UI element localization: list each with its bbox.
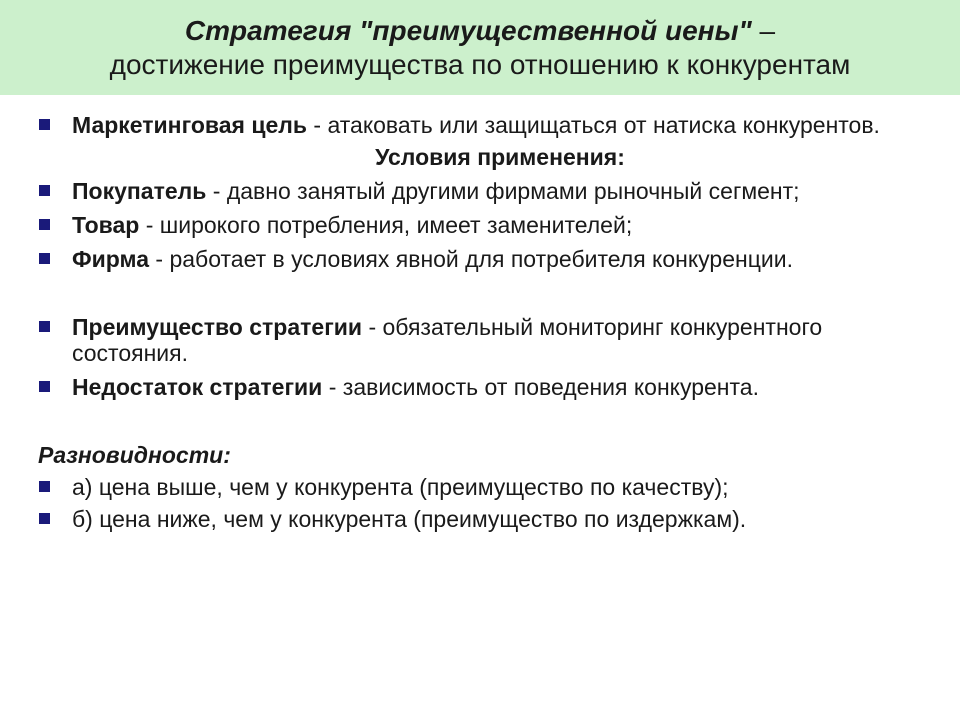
- bullet-product: [38, 212, 928, 238]
- title-emphasis: Стратегия "преимущественной иены": [184, 15, 752, 46]
- variety-text: а) цена выше, чем у конкурента (преимущество по качеству);: [72, 474, 729, 500]
- bullet-term: Покупатель: [72, 178, 207, 204]
- bullet-advantage: [38, 314, 928, 366]
- bullet-square-icon: [39, 513, 50, 524]
- slide-subtitle: достижение преимущества по отношению к конкурентам: [109, 49, 851, 80]
- title-dash: –: [751, 15, 776, 46]
- bullet-term: Маркетинговая цель: [72, 112, 308, 138]
- bullet-firm: [38, 246, 928, 272]
- bullet-square-icon: [39, 321, 50, 332]
- bullet-term: Товар: [72, 212, 140, 238]
- bullet-square-icon: [39, 381, 50, 392]
- bullet-text: - атаковать или защищаться от натиска конкурентов.: [307, 112, 880, 138]
- variety-text: б) цена ниже, чем у конкурента (преимущество по издержкам).: [72, 506, 747, 532]
- bullet-square-icon: [39, 185, 50, 196]
- bullet-square-icon: [39, 119, 50, 130]
- bullet-square-icon: [39, 219, 50, 230]
- bullet-square-icon: [39, 253, 50, 264]
- bullet-term: Фирма: [72, 246, 150, 272]
- slide-content: [38, 112, 928, 532]
- varieties-heading: Разновидности:: [38, 442, 231, 468]
- bullet-term: Недостаток стратегии: [72, 374, 323, 400]
- slide-header: [0, 0, 960, 95]
- variety-item: [38, 474, 928, 500]
- bullet-text: - широкого потребления, имеет заменителей;: [139, 212, 633, 238]
- bullet-text: - работает в условиях явной для потребителя конкуренции.: [149, 246, 793, 272]
- slide-title: [0, 14, 960, 48]
- bullet-text: - давно занятый другими фирмами рыночный сегмент;: [206, 178, 800, 204]
- bullet-buyer: [38, 178, 928, 204]
- bullet-disadvantage: [38, 374, 928, 400]
- bullet-text: - обязательный мониторинг конкурентного состояния.: [72, 314, 823, 366]
- bullet-marketing-goal: [38, 112, 928, 138]
- conditions-heading: Условия применения:: [375, 144, 625, 170]
- bullet-text: - зависимость от поведения конкурента.: [322, 374, 759, 400]
- variety-item: [38, 506, 928, 532]
- bullet-square-icon: [39, 481, 50, 492]
- bullet-term: Преимущество стратегии: [72, 314, 363, 340]
